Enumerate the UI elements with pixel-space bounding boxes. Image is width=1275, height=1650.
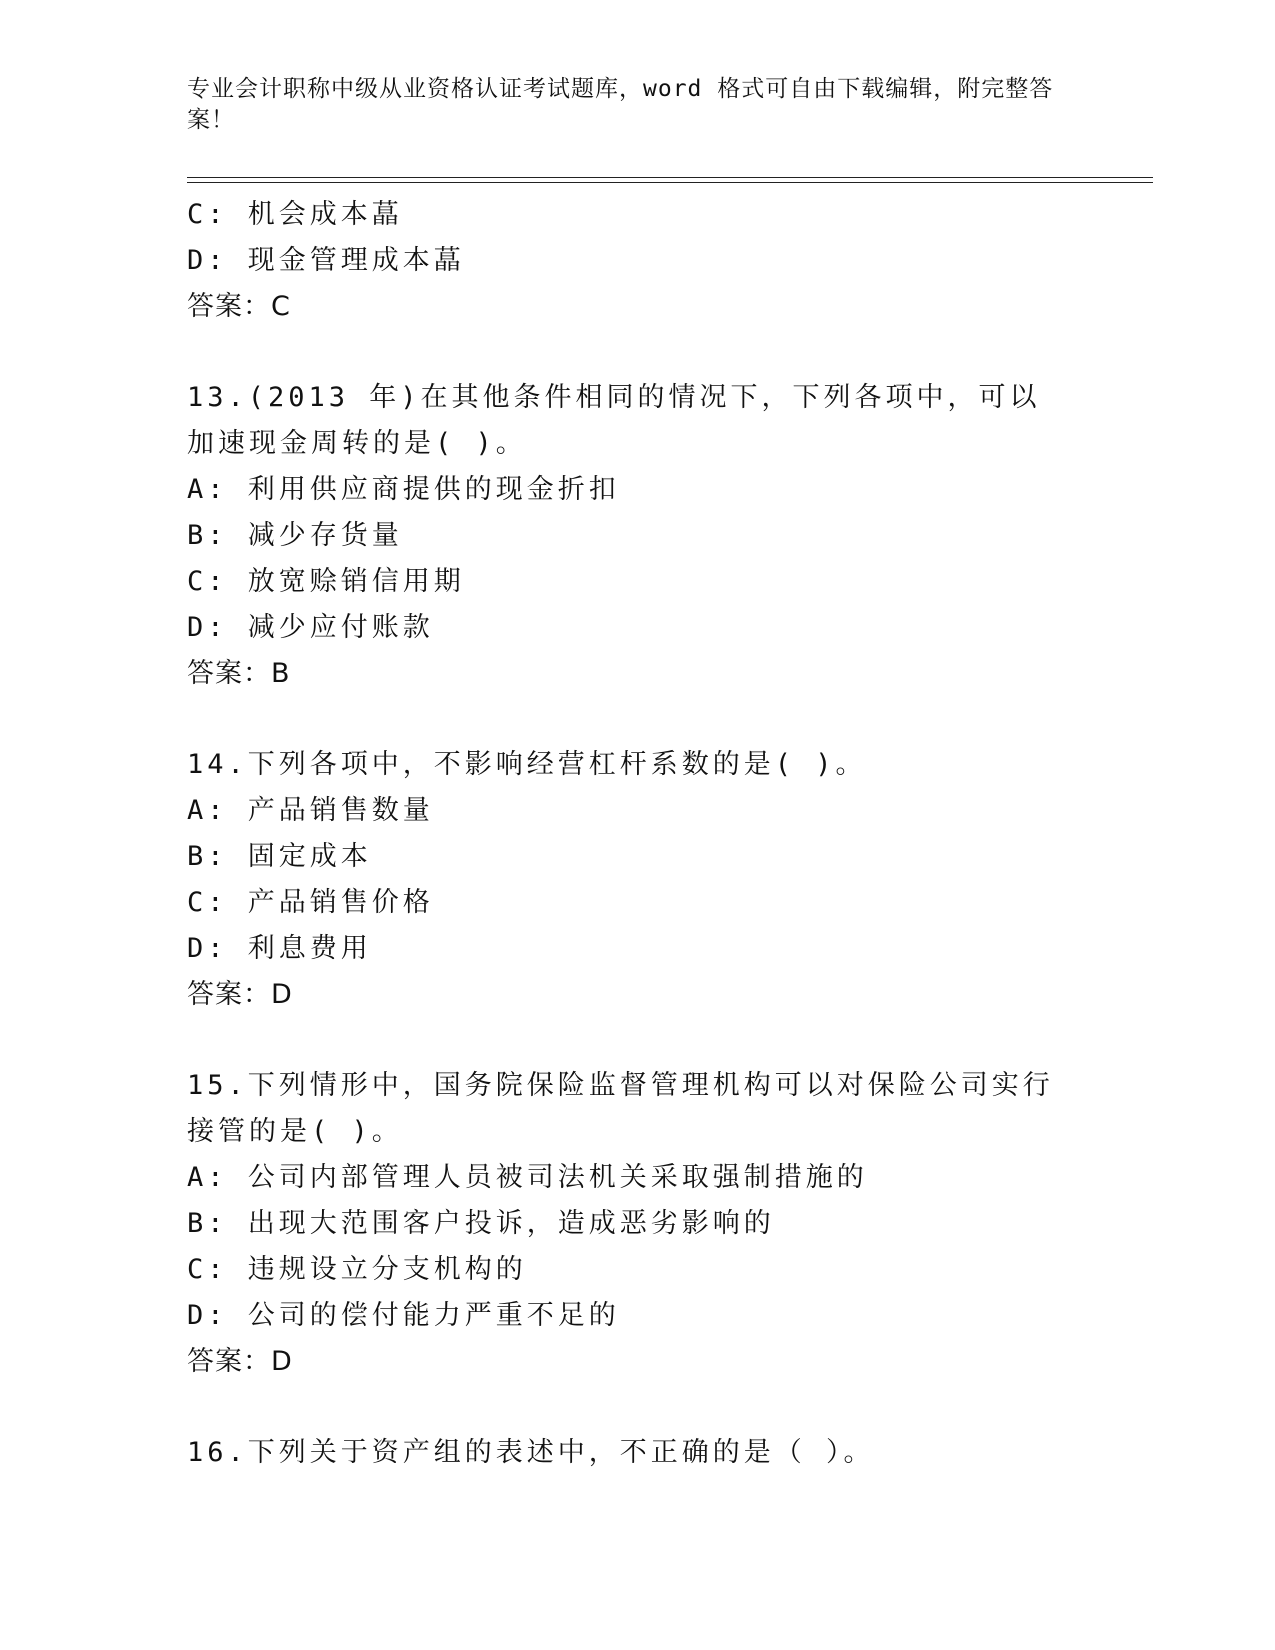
- option-d: D: 公司的偿付能力严重不足的: [187, 1300, 620, 1331]
- question-stem: 13.(2013 年)在其他条件相同的情况下，下列各项中，可以加速现金周转的是( )。: [187, 382, 1041, 459]
- header-divider-top: [187, 177, 1153, 178]
- question-13: [187, 375, 1087, 697]
- option-b: B: 出现大范围客户投诉，造成恶劣影响的: [187, 1208, 775, 1239]
- question-stem: 15.下列情形中，国务院保险监督管理机构可以对保险公司实行接管的是( )。: [187, 1070, 1054, 1147]
- header-divider-bottom: [187, 182, 1153, 183]
- question-16: [187, 1430, 1087, 1476]
- option-d: D: 利息费用: [187, 933, 372, 964]
- option-a: A: 产品销售数量: [187, 795, 434, 826]
- option-c: C: 机会成本蕌: [187, 199, 403, 230]
- answer-label: 答案：C: [187, 291, 291, 322]
- option-d: D: 现金管理成本蕌: [187, 245, 465, 276]
- question-fragment: [187, 192, 1087, 330]
- question-15: [187, 1063, 1087, 1385]
- page-header: 专业会计职称中级从业资格认证考试题库，word 格式可自由下载编辑，附完整答案！: [187, 76, 1054, 133]
- option-c: C: 放宽赊销信用期: [187, 566, 465, 597]
- answer-label: 答案：D: [187, 979, 293, 1010]
- answer-label: 答案：D: [187, 1346, 293, 1377]
- option-c: C: 违规设立分支机构的: [187, 1254, 527, 1285]
- option-d: D: 减少应付账款: [187, 612, 434, 643]
- question-list: [187, 192, 1087, 1476]
- option-b: B: 固定成本: [187, 841, 372, 872]
- option-a: A: 利用供应商提供的现金折扣: [187, 474, 620, 505]
- question-stem: 14.下列各项中，不影响经营杠杆系数的是( )。: [187, 749, 867, 780]
- question-stem: 16.下列关于资产组的表述中，不正确的是（ ）。: [187, 1437, 875, 1468]
- question-14: [187, 742, 1087, 1018]
- option-b: B: 减少存货量: [187, 520, 403, 551]
- option-c: C: 产品销售价格: [187, 887, 434, 918]
- answer-label: 答案：B: [187, 658, 291, 689]
- option-a: A: 公司内部管理人员被司法机关采取强制措施的: [187, 1162, 868, 1193]
